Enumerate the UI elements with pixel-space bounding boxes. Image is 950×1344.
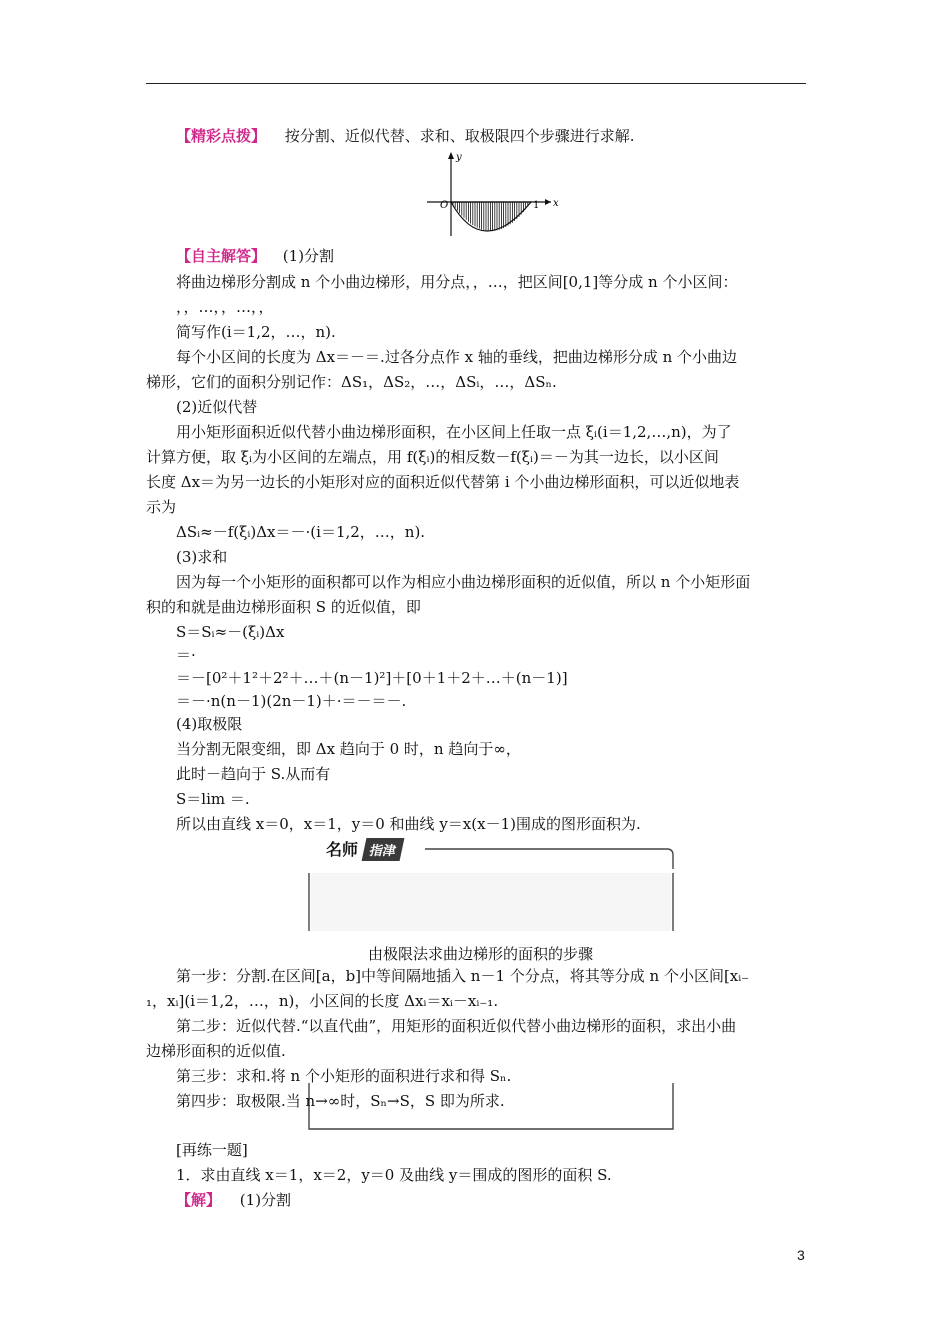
hint-paragraph (176, 126, 635, 146)
hint-tag: 【精彩点拨】 (176, 127, 267, 145)
exercise-heading: [再练一题] (176, 1141, 248, 1159)
step-line: 第二步：近似代替.“以直代曲”，用矩形的面积近似代替小曲边梯形的面积，求出小曲 (176, 1017, 737, 1035)
text-line: S＝Sᵢ≈－(ξᵢ)Δx (176, 623, 285, 641)
solution-step-label: (1)分割 (239, 1191, 292, 1209)
text-line: ＝· (176, 646, 196, 664)
text-line: 简写作(i＝1,2，…，n). (176, 323, 336, 341)
step-line: 第三步：求和.将 n 个小矩形的面积进行求和得 Sₙ. (176, 1067, 512, 1085)
self-answer-heading (176, 246, 334, 266)
hint-text: 按分割、近似代替、求和、取极限四个步骤进行求解. (284, 127, 635, 145)
step-partition-label: (1)分割 (282, 247, 335, 265)
y-axis-label: y (456, 152, 462, 163)
text-line: ＝－·n(n－1)(2n－1)＋·＝－＝－. (176, 692, 407, 710)
text-line: 此时－趋向于 S.从而有 (176, 765, 331, 783)
step-line: 第一步：分割.在区间[a，b]中等间隔地插入 n－1 个分点，将其等分成 n 个小区间[xᵢ₋ (176, 967, 750, 985)
step-line: 边梯形面积的近似值. (146, 1042, 286, 1060)
page-number: 3 (797, 1247, 805, 1263)
text-line: ＝－[0²＋1²＋2²＋…＋(n－1)²]＋[0＋1＋2＋…＋(n－1)] (176, 669, 568, 687)
text-line: 将曲边梯形分割成 n 个小曲边梯形，用分点，，…，把区间[0,1]等分成 n 个小区间： (176, 273, 738, 291)
text-line: ，，…，，…，， (176, 298, 274, 316)
text-line: (2)近似代替 (176, 398, 258, 416)
parabola-area-graph (423, 150, 563, 240)
exercise-problem: 1．求由直线 x＝1，x＝2，y＝0 及曲线 y＝围成的图形的面积 S. (176, 1166, 612, 1184)
text-line: 每个小区间的长度为 Δx＝－＝.过各分点作 x 轴的垂线，把曲边梯形分成 n 个小曲边 (176, 348, 738, 366)
teacher-guide-badge-highlight: 指津 (362, 838, 405, 861)
text-line: 积的和就是曲边梯形面积 S 的近似值，即 (146, 598, 421, 616)
teacher-guide-badge-text: 名师 (326, 840, 359, 859)
x-axis-label: x (553, 198, 559, 209)
step-line: 第四步：取极限.当 n→∞时，Sₙ→S，S 即为所求. (176, 1092, 505, 1110)
step-line: ₁，xᵢ](i＝1,2，…，n)，小区间的长度 Δxᵢ＝xᵢ－xᵢ₋₁. (146, 992, 499, 1010)
text-line: 长度 Δx＝为另一边长的小矩形对应的面积近似代替第 i 个小曲边梯形面积，可以近似地表 (146, 473, 740, 491)
text-line: (4)取极限 (176, 715, 243, 733)
text-line: 当分割无限变细，即 Δx 趋向于 0 时，n 趋向于∞， (176, 740, 521, 758)
origin-label: O (440, 200, 449, 211)
text-line: S＝lim ＝. (176, 790, 250, 808)
x-one-label: 1 (533, 200, 540, 211)
self-answer-tag: 【自主解答】 (176, 247, 267, 265)
text-line: 梯形，它们的面积分别记作：ΔS₁，ΔS₂，…，ΔSᵢ，…，ΔSₙ. (146, 373, 557, 391)
text-line: 所以由直线 x＝0，x＝1，y＝0 和曲线 y＝x(x－1)围成的图形面积为. (176, 815, 641, 833)
text-line: 计算方便，取 ξᵢ为小区间的左端点，用 f(ξᵢ)的相反数－f(ξᵢ)＝－为其一边长，以小区间 (146, 448, 719, 466)
text-line: 用小矩形面积近似代替小曲边梯形面积，在小区间上任取一点 ξᵢ(i＝1,2,…,n)，为了 (176, 423, 732, 441)
text-line: 因为每一个小矩形的面积都可以作为相应小曲边梯形面积的近似值，所以 n 个小矩形面 (176, 573, 751, 591)
text-line: ΔSᵢ≈－f(ξᵢ)Δx＝－·(i＝1,2，…，n). (176, 523, 426, 541)
text-line: 示为 (146, 498, 177, 516)
header-rule (146, 83, 806, 84)
text-line: (3)求和 (176, 548, 228, 566)
solution-heading (176, 1190, 291, 1210)
solution-tag: 【解】 (176, 1191, 222, 1209)
teacher-guide-title: 由极限法求曲边梯形的面积的步骤 (368, 945, 594, 963)
